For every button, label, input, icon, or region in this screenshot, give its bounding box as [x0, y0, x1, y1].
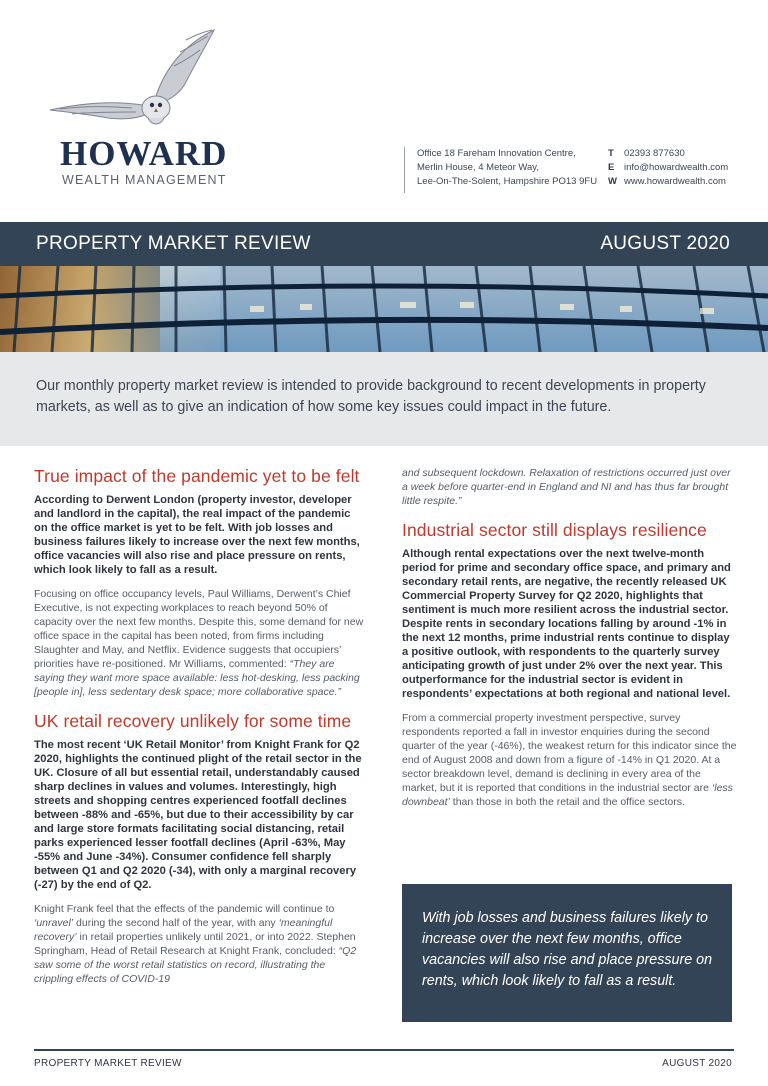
address-line: Merlin House, 4 Meteor Way, — [417, 162, 539, 173]
banner-date: AUGUST 2020 — [600, 233, 730, 254]
phone-key: T — [608, 148, 614, 159]
brand-subtitle: WEALTH MANAGEMENT — [62, 173, 227, 187]
body-text: than those in both the retail and the office sectors. — [452, 796, 685, 808]
section-lead-retail: The most recent ‘UK Retail Monitor’ from Knight Frank for Q2 2020, highlights the continued plight of the retail sector in the UK. Closure of all but essential retail, understandably caused sharp declines in values and volumes. Interestingly, high streets and shopping centres experienced footfall declines between -88% and -65%, but due to their accessibility by car and large store formats facilitating social distancing, retail parks experienced lesser footfall declines (April -63%, May -55% and June -34%). Consumer confidence fell sharply between Q1 and Q2 2020 (-34), with only a marginal recovery (-27) by the end of Q2. — [34, 739, 362, 891]
body-text: during the second half of the year, with any — [76, 917, 276, 929]
section-body-pandemic — [34, 587, 364, 699]
continued-quote: and subsequent lockdown. Relaxation of restrictions occurred just over a week before quarter-end in England and NI and has thus far brought little respite.” — [402, 467, 731, 507]
email-key: E — [608, 162, 615, 173]
address-block — [404, 147, 597, 193]
body-text: Knight Frank feel that the effects of the pandemic will continue to — [34, 903, 335, 915]
owl-logo-icon — [36, 26, 226, 136]
intro-panel — [0, 352, 768, 446]
page-header — [0, 0, 768, 222]
section-lead-industrial: Although rental expectations over the next twelve-month period for prime and secondary office space, and primary and secondary retail rents, are negative, the recently released UK Commercial Property Survey for Q2 2020, highlights that sentiment is much more resilient across the industrial sector. Despite rents in secondary locations falling by around -1% in the next 12 months, prime industrial rents continue to display a positive outlook, with respondents to the quarterly survey anticipating growth of just under 2% over the next year. This outperformance for the industrial sector is evident in respondents’ expectations at both regional and national level. — [402, 548, 731, 700]
company-logo — [36, 26, 226, 196]
left-column — [34, 466, 364, 986]
footer-title: PROPERTY MARKET REVIEW — [34, 1058, 182, 1069]
contact-details — [608, 147, 728, 189]
section-heading-pandemic: True impact of the pandemic yet to be felt — [34, 466, 360, 486]
body-text: in retail properties unlikely until 2021, or into 2022. Stephen Springham, Head of Retail Research at Knight Frank, concluded: — [34, 931, 356, 957]
right-column — [402, 466, 738, 809]
pull-quote-box — [402, 884, 732, 1022]
quote-text: “They are saying they want more space available: less hot-desking, less packing [people in], less sedentary desk space; more collaborative space.” — [34, 658, 360, 698]
section-body-retail — [34, 902, 364, 986]
intro-text: Our monthly property market review is intended to provide background to recent developments in property markets, as well as to give an indication of how some key issues could impact in the future. — [36, 378, 706, 415]
website-link[interactable]: www.howardwealth.com — [624, 176, 726, 187]
emphasis-text: ‘less downbeat’ — [402, 782, 733, 808]
footer-date: AUGUST 2020 — [662, 1058, 732, 1069]
emphasis-text: ‘meaningful recovery’ — [34, 917, 333, 943]
address-line: Office 18 Fareham Innovation Centre, — [417, 148, 576, 159]
office-building-photo — [0, 266, 768, 352]
email-link[interactable]: info@howardwealth.com — [624, 162, 729, 173]
brand-name: HOWARD — [60, 134, 228, 173]
quote-text: “Q2 saw some of the worst retail statistics on record, illustrating the crippling effects of COVID-19 — [34, 945, 357, 985]
phone-row — [608, 147, 728, 161]
phone-number[interactable]: 02393 877630 — [624, 148, 685, 159]
section-lead-pandemic: According to Derwent London (property investor, developer and landlord in the capital), the real impact of the pandemic on the office market is yet to be felt. With job losses and business failures likely to increase over the next few months, office vacancies will also rise and place pressure on rents, which look likely to fall as a result. — [34, 494, 360, 576]
emphasis-text: ‘unravel’ — [34, 917, 74, 929]
email-row — [608, 161, 728, 175]
office-building-image — [0, 266, 768, 352]
section-body-industrial — [402, 711, 738, 809]
website-row — [608, 175, 728, 189]
body-text: From a commercial property investment perspective, survey respondents reported a fall in investor enquiries during the second quarter of the year (-46%), the weakest return for this indicator since the end of August 2008 and down from a figure of -14% in Q1 2020. At a sector breakdown level, demand is declining in every area of the market, but it is reported that conditions in the industrial sector are — [402, 712, 737, 794]
pull-quote-text: With job losses and business failures likely to increase over the next few months, office vacancies will also rise and place pressure on rents, which look likely to fall as a result. — [422, 910, 713, 989]
address-line: Lee-On-The-Solent, Hampshire PO13 9FU — [417, 176, 598, 187]
footer-divider — [34, 1049, 734, 1051]
banner-title: PROPERTY MARKET REVIEW — [36, 233, 311, 254]
website-key: W — [608, 176, 617, 187]
section-heading-industrial: Industrial sector still displays resilience — [402, 520, 707, 540]
title-banner — [0, 222, 768, 266]
body-text: Focusing on office occupancy levels, Paul Williams, Derwent’s Chief Executive, is not expecting workplaces to reach beyond 50% of capacity over the next few months. Despite this, some demand for new office space in the capital has been noted, from firms including Slaughter and May, and Netflix. Evidence suggests that occupiers’ priorities have re-positioned. Mr Williams, commented: — [34, 588, 364, 670]
section-heading-retail: UK retail recovery unlikely for some time — [34, 711, 352, 731]
